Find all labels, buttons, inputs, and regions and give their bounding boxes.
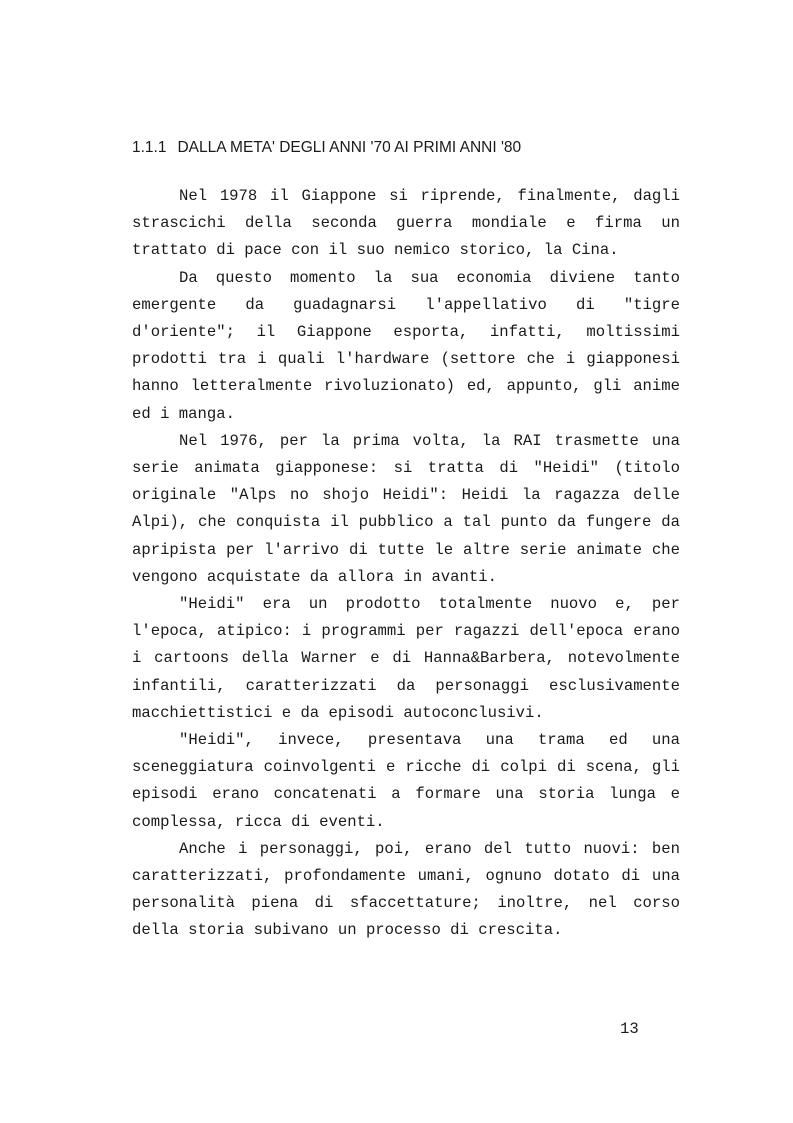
paragraph: Anche i personaggi, poi, erano del tutto nuovi: ben caratterizzati, profondamente umani, ognuno dotato di una personalità piena di sfaccettature; inoltre, nel corso della storia subivano un processo di crescita. [132, 839, 680, 940]
page-number: 13 [620, 1020, 639, 1038]
body-text [132, 183, 680, 945]
paragraph: Da questo momento la sua economia diviene tanto emergente da guadagnarsi l'appellativo di "tigre d'oriente"; il Giappone esporta, infatti, moltissimi prodotti tra i quali l'hardware (settore che i giapponesi hanno letteralmente rivoluzionato) ed, appunto, gli anime ed i manga. [132, 268, 680, 423]
paragraph: Nel 1976, per la prima volta, la RAI trasmette una serie animata giapponese: si tratta di "Heidi" (titolo originale "Alps no shojo Heidi": Heidi la ragazza delle Alpi), che conquista il pubblico a tal punto da fungere da apripista per l'arrivo di tutte le altre serie animate che vengono acquistate da allora in avanti. [132, 431, 680, 586]
section-heading [132, 139, 521, 157]
section-title: DALLA META' DEGLI ANNI '70 AI PRIMI ANNI '80 [177, 139, 522, 156]
paragraph: "Heidi", invece, presentava una trama ed una sceneggiatura coinvolgenti e ricche di colpi di scena, gli episodi erano concatenati a formare una storia lunga e complessa, ricca di eventi. [132, 731, 680, 831]
section-number: 1.1.1 [132, 139, 167, 156]
paragraph: "Heidi" era un prodotto totalmente nuovo e, per l'epoca, atipico: i programmi per ragazzi dell'epoca erano i cartoons della Warner e di Hanna&Barbera, notevolmente infantili, caratterizzati da personaggi esclusivamente macchiettistici e da episodi autoconclusivi. [132, 595, 680, 722]
paragraph: Nel 1978 il Giappone si riprende, finalmente, dagli strascichi della seconda guerra mondiale e firma un trattato di pace con il suo nemico storico, la Cina. [132, 187, 680, 260]
